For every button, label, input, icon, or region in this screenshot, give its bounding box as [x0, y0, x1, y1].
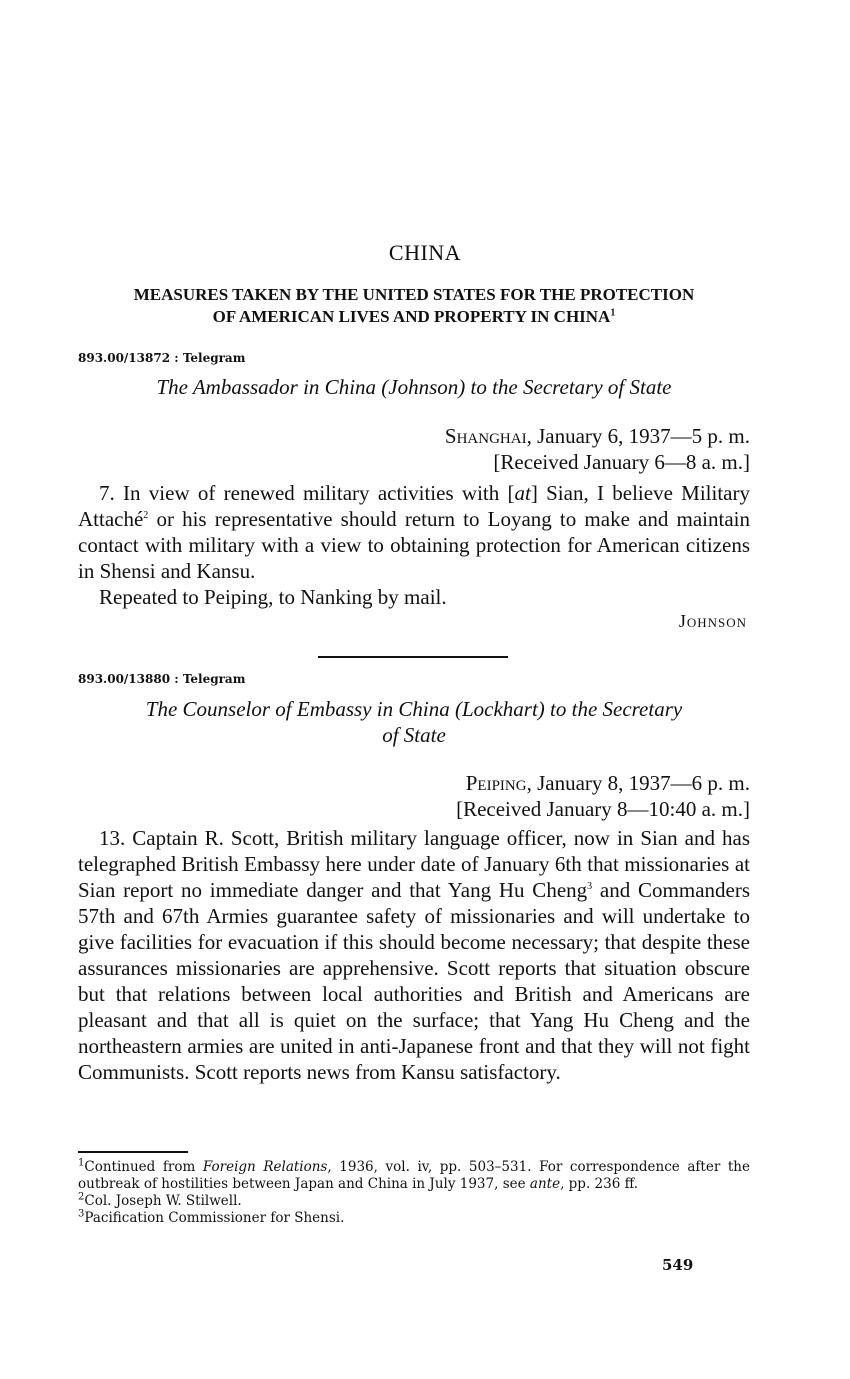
file-reference: 893.00/13872 : Telegram	[78, 351, 246, 365]
footnote-ref: 1	[610, 307, 616, 319]
footnote-divider	[78, 1151, 188, 1153]
editorial-insertion: at	[514, 481, 531, 505]
footnote: $^1$Continued from Foreign Relations, 1936, vol. iv, pp. 503–531. For correspondence after the outbreak of hostilities between Japan and China in July 1937, see ante, pp. 236 ff.	[78, 1157, 750, 1192]
file-reference: 893.00/13880 : Telegram	[78, 672, 246, 686]
date-text: , January 8, 1937—6 p. m.	[526, 771, 750, 795]
footnote-ref: 2	[143, 510, 149, 521]
page-number: 549	[662, 1256, 694, 1274]
document-heading: The Counselor of Embassy in China (Lockhart) to the Secretary of State	[145, 697, 683, 747]
section-title-line2: OF AMERICAN LIVES AND PROPERTY IN CHINA	[212, 307, 611, 326]
telegram-body	[78, 480, 750, 610]
footnotes	[78, 1159, 750, 1227]
telegram-body	[78, 825, 750, 1085]
received-line: [Received January 8—10:40 a. m.]	[456, 797, 750, 821]
dateline	[466, 770, 750, 796]
footnote: $^3$Pacification Commissioner for Shensi.	[78, 1208, 345, 1226]
section-title	[78, 284, 750, 328]
paragraph: 13. Captain R. Scott, British military language officer, now in Sian and has telegraphed British Embassy here under date of January 6th that missionaries at Sian report no immediate danger and that Yang Hu Cheng$^3$ and Commanders 57th and 67th Armies guarantee safety of missionaries and will undertake to give facilities for evacuation if this should become necessary; that despite these assurances missionaries are apprehensive. Scott reports that situation obscure but that relations between local authorities and British and Americans are pleasant and that all is quiet on the surface; that Yang Hu Cheng and the northeastern armies are united in anti-Japanese front and that they will not fight Communists. Scott reports news from Kansu satisfactory.	[78, 826, 750, 1084]
place-name: Shanghai	[444, 424, 527, 448]
date-text: , January 6, 1937—5 p. m.	[526, 424, 750, 448]
section-divider	[318, 656, 508, 658]
footnote-ref: 3	[587, 881, 593, 892]
paragraph: Repeated to Peiping, to Nanking by mail.	[99, 585, 447, 609]
section-title-line1: MEASURES TAKEN BY THE UNITED STATES FOR THE PROTECTION	[133, 285, 695, 304]
country-heading: CHINA	[388, 240, 462, 265]
document-heading: The Ambassador in China (Johnson) to the Secretary of State	[156, 375, 672, 399]
dateline	[445, 423, 750, 449]
place-name: Peiping	[465, 771, 527, 795]
paragraph: 7. In view of renewed military activities with [at] Sian, I believe Military Attaché$^2$ or his representative should return to Loyang to make and maintain contact with military with a view to obtaining protection for American citizens in Shensi and Kansu.	[78, 481, 750, 583]
received-line: [Received January 6—8 a. m.]	[493, 450, 750, 474]
signature: Johnson	[678, 611, 747, 631]
footnote: $^2$Col. Joseph W. Stilwell.	[78, 1191, 242, 1209]
